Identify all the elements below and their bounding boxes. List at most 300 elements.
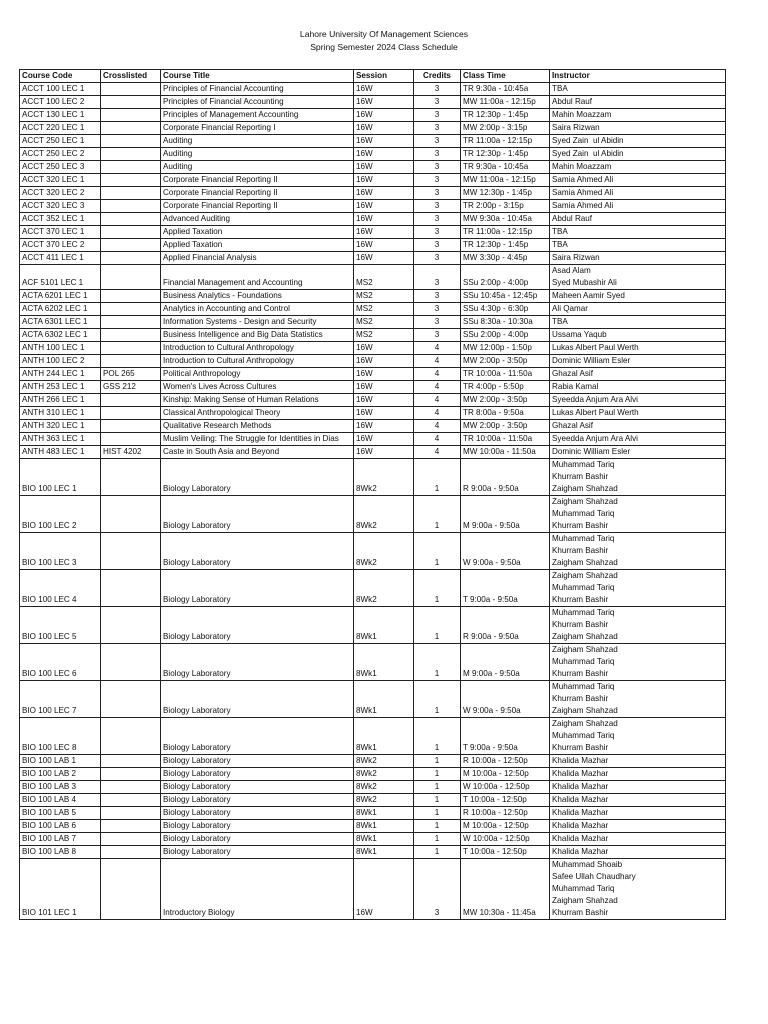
instructor-cell — [550, 807, 726, 820]
credits-cell: 3 — [414, 83, 461, 96]
instructor-name: Khurram Bashir — [552, 908, 609, 917]
table-row — [20, 200, 726, 213]
instructor-cell — [550, 329, 726, 342]
instructor-cell — [550, 781, 726, 794]
class-time-cell: TR 11:00a - 12:15p — [461, 135, 550, 148]
course-title-cell: Auditing — [161, 135, 354, 148]
crosslisted-cell: GSS 212 — [101, 381, 161, 394]
instructor-name: Abdul Rauf — [552, 97, 593, 106]
crosslisted-cell — [101, 820, 161, 833]
session-cell: 8Wk2 — [354, 768, 414, 781]
credits-cell: 3 — [414, 148, 461, 161]
class-time-cell: R 10:00a - 12:50p — [461, 807, 550, 820]
class-time-cell: MW 2:00p - 3:50p — [461, 394, 550, 407]
course-code-cell: ACCT 100 LEC 1 — [20, 83, 101, 96]
crosslisted-cell — [101, 644, 161, 681]
instructor-cell — [550, 570, 726, 607]
course-title-cell: Biology Laboratory — [161, 496, 354, 533]
session-cell: MS2 — [354, 303, 414, 316]
table-row — [20, 533, 726, 570]
credits-cell: 1 — [414, 846, 461, 859]
session-cell: 16W — [354, 368, 414, 381]
credits-cell: 1 — [414, 496, 461, 533]
class-time-cell: MW 9:30a - 10:45a — [461, 213, 550, 226]
crosslisted-cell — [101, 807, 161, 820]
table-row — [20, 433, 726, 446]
session-cell: MS2 — [354, 290, 414, 303]
credits-cell: 3 — [414, 122, 461, 135]
instructor-cell — [550, 607, 726, 644]
instructor-name: Muhammad Tariq — [552, 657, 615, 666]
instructor-name: Muhammad Shoaib — [552, 860, 623, 869]
instructor-name: Lukas Albert Paul Werth — [552, 343, 639, 352]
class-time-cell: T 10:00a - 12:50p — [461, 846, 550, 859]
class-time-cell: M 10:00a - 12:50p — [461, 768, 550, 781]
table-row — [20, 859, 726, 920]
instructor-name: TBA — [552, 84, 568, 93]
table-row — [20, 342, 726, 355]
session-cell: 8Wk1 — [354, 718, 414, 755]
crosslisted-cell — [101, 135, 161, 148]
table-row — [20, 459, 726, 496]
instructor-name: Khalida Mazhar — [552, 769, 609, 778]
instructor-name: TBA — [552, 240, 568, 249]
credits-cell: 1 — [414, 644, 461, 681]
crosslisted-cell — [101, 394, 161, 407]
table-row — [20, 329, 726, 342]
session-cell: 16W — [354, 174, 414, 187]
table-row — [20, 135, 726, 148]
course-title-cell: Corporate Financial Reporting II — [161, 187, 354, 200]
course-code-cell: BIO 100 LEC 7 — [20, 681, 101, 718]
course-title-cell: Introductory Biology — [161, 859, 354, 920]
crosslisted-cell — [101, 533, 161, 570]
session-cell: 8Wk1 — [354, 644, 414, 681]
table-row — [20, 833, 726, 846]
class-time-cell: TR 8:00a - 9:50a — [461, 407, 550, 420]
class-time-cell: MW 10:00a - 11:50a — [461, 446, 550, 459]
table-row — [20, 226, 726, 239]
session-cell: 16W — [354, 407, 414, 420]
course-title-cell: Qualitative Research Methods — [161, 420, 354, 433]
course-code-cell: BIO 100 LAB 4 — [20, 794, 101, 807]
col-header-crosslisted: Crosslisted — [101, 70, 161, 83]
credits-cell: 3 — [414, 200, 461, 213]
instructor-cell — [550, 718, 726, 755]
credits-cell: 1 — [414, 681, 461, 718]
crosslisted-cell — [101, 570, 161, 607]
instructor-cell — [550, 533, 726, 570]
instructor-cell — [550, 407, 726, 420]
course-code-cell: ANTH 363 LEC 1 — [20, 433, 101, 446]
course-title-cell: Biology Laboratory — [161, 846, 354, 859]
crosslisted-cell — [101, 174, 161, 187]
crosslisted-cell — [101, 109, 161, 122]
session-cell: MS2 — [354, 316, 414, 329]
instructor-cell — [550, 446, 726, 459]
crosslisted-cell: POL 265 — [101, 368, 161, 381]
course-code-cell: ANTH 320 LEC 1 — [20, 420, 101, 433]
instructor-name: Khalida Mazhar — [552, 808, 609, 817]
instructor-cell — [550, 226, 726, 239]
credits-cell: 1 — [414, 768, 461, 781]
col-header-instructor: Instructor — [550, 70, 726, 83]
course-title-cell: Women's Lives Across Cultures — [161, 381, 354, 394]
table-row — [20, 213, 726, 226]
instructor-cell — [550, 135, 726, 148]
session-cell: 8Wk2 — [354, 755, 414, 768]
instructor-cell — [550, 83, 726, 96]
class-time-cell: W 10:00a - 12:50p — [461, 781, 550, 794]
crosslisted-cell — [101, 329, 161, 342]
crosslisted-cell — [101, 213, 161, 226]
class-time-cell: TR 10:00a - 11:50a — [461, 433, 550, 446]
course-code-cell: ACCT 352 LEC 1 — [20, 213, 101, 226]
session-cell: 16W — [354, 446, 414, 459]
table-row — [20, 768, 726, 781]
class-time-cell: M 10:00a - 12:50p — [461, 820, 550, 833]
session-cell: 16W — [354, 381, 414, 394]
class-time-cell: TR 2:00p - 3:15p — [461, 200, 550, 213]
instructor-name: Muhammad Tariq — [552, 884, 615, 893]
session-cell: 16W — [354, 239, 414, 252]
credits-cell: 1 — [414, 607, 461, 644]
table-row — [20, 252, 726, 265]
table-row — [20, 109, 726, 122]
course-code-cell: BIO 100 LEC 3 — [20, 533, 101, 570]
instructor-cell — [550, 122, 726, 135]
instructor-cell — [550, 459, 726, 496]
course-title-cell: Business Analytics - Foundations — [161, 290, 354, 303]
credits-cell: 3 — [414, 226, 461, 239]
crosslisted-cell — [101, 846, 161, 859]
class-time-cell: TR 12:30p - 1:45p — [461, 148, 550, 161]
class-time-cell: SSu 8:30a - 10:30a — [461, 316, 550, 329]
course-title-cell: Biology Laboratory — [161, 681, 354, 718]
instructor-name: Maheen Aamir Syed — [552, 291, 625, 300]
instructor-name: Zaigham Shahzad — [552, 497, 618, 506]
class-time-cell: MW 12:30p - 1:45p — [461, 187, 550, 200]
class-time-cell: TR 9:30a - 10:45a — [461, 161, 550, 174]
session-cell: 8Wk2 — [354, 794, 414, 807]
course-code-cell: ACCT 370 LEC 1 — [20, 226, 101, 239]
instructor-cell — [550, 368, 726, 381]
session-cell: 16W — [354, 83, 414, 96]
crosslisted-cell — [101, 83, 161, 96]
course-title-cell: Corporate Financial Reporting II — [161, 200, 354, 213]
course-code-cell: ACCT 250 LEC 1 — [20, 135, 101, 148]
instructor-name: Syeedda Anjum Ara Alvi — [552, 434, 638, 443]
table-row — [20, 820, 726, 833]
course-title-cell: Biology Laboratory — [161, 781, 354, 794]
course-code-cell: ACTA 6201 LEC 1 — [20, 290, 101, 303]
class-time-cell: TR 10:00a - 11:50a — [461, 368, 550, 381]
crosslisted-cell — [101, 265, 161, 290]
instructor-cell — [550, 303, 726, 316]
instructor-name: Safee Ullah Chaudhary — [552, 872, 636, 881]
instructor-name: Khalida Mazhar — [552, 847, 609, 856]
credits-cell: 4 — [414, 420, 461, 433]
credits-cell: 4 — [414, 381, 461, 394]
credits-cell: 4 — [414, 446, 461, 459]
col-header-course-code: Course Code — [20, 70, 101, 83]
class-time-cell: R 10:00a - 12:50p — [461, 755, 550, 768]
instructor-cell — [550, 109, 726, 122]
instructor-cell — [550, 252, 726, 265]
instructor-cell — [550, 794, 726, 807]
instructor-cell — [550, 187, 726, 200]
crosslisted-cell — [101, 200, 161, 213]
instructor-cell — [550, 755, 726, 768]
crosslisted-cell — [101, 607, 161, 644]
crosslisted-cell — [101, 122, 161, 135]
instructor-name: Khurram Bashir — [552, 595, 609, 604]
crosslisted-cell — [101, 96, 161, 109]
course-title-cell: Biology Laboratory — [161, 820, 354, 833]
session-cell: 8Wk1 — [354, 833, 414, 846]
instructor-cell — [550, 681, 726, 718]
class-schedule-table — [19, 69, 726, 920]
instructor-name: Muhammad Tariq — [552, 509, 615, 518]
crosslisted-cell — [101, 781, 161, 794]
instructor-name: Khalida Mazhar — [552, 795, 609, 804]
course-code-cell: BIO 100 LAB 8 — [20, 846, 101, 859]
course-code-cell: ACCT 130 LEC 1 — [20, 109, 101, 122]
instructor-name: Khalida Mazhar — [552, 834, 609, 843]
instructor-name: Khalida Mazhar — [552, 756, 609, 765]
table-row — [20, 407, 726, 420]
course-code-cell: BIO 100 LAB 6 — [20, 820, 101, 833]
instructor-name: Syeedda Anjum Ara Alvi — [552, 395, 638, 404]
crosslisted-cell — [101, 303, 161, 316]
instructor-name: TBA — [552, 317, 568, 326]
course-title-cell: Applied Taxation — [161, 226, 354, 239]
course-title-cell: Caste in South Asia and Beyond — [161, 446, 354, 459]
instructor-name: Zaigham Shahzad — [552, 484, 618, 493]
credits-cell: 3 — [414, 239, 461, 252]
credits-cell: 3 — [414, 109, 461, 122]
credits-cell: 1 — [414, 781, 461, 794]
session-cell: 8Wk1 — [354, 846, 414, 859]
session-cell: 16W — [354, 200, 414, 213]
course-title-cell: Biology Laboratory — [161, 607, 354, 644]
credits-cell: 3 — [414, 290, 461, 303]
instructor-name: Dominic William Esler — [552, 356, 631, 365]
session-cell: 16W — [354, 122, 414, 135]
course-code-cell: ACCT 100 LEC 2 — [20, 96, 101, 109]
course-title-cell: Principles of Management Accounting — [161, 109, 354, 122]
crosslisted-cell — [101, 290, 161, 303]
col-header-session: Session — [354, 70, 414, 83]
instructor-name: Muhammad Tariq — [552, 731, 615, 740]
course-code-cell: BIO 100 LAB 5 — [20, 807, 101, 820]
credits-cell: 3 — [414, 135, 461, 148]
instructor-name: Khurram Bashir — [552, 669, 609, 678]
class-time-cell: MW 3:30p - 4:45p — [461, 252, 550, 265]
table-row — [20, 239, 726, 252]
session-cell: 16W — [354, 135, 414, 148]
instructor-cell — [550, 433, 726, 446]
course-code-cell: ANTH 253 LEC 1 — [20, 381, 101, 394]
class-time-cell: MW 11:00a - 12:15p — [461, 96, 550, 109]
instructor-name: Ghazal Asif — [552, 421, 593, 430]
session-cell: 16W — [354, 342, 414, 355]
course-code-cell: ANTH 483 LEC 1 — [20, 446, 101, 459]
instructor-name: Samia Ahmed Ali — [552, 188, 614, 197]
crosslisted-cell — [101, 407, 161, 420]
table-row — [20, 794, 726, 807]
course-code-cell: ACTA 6301 LEC 1 — [20, 316, 101, 329]
class-time-cell: T 10:00a - 12:50p — [461, 794, 550, 807]
crosslisted-cell — [101, 681, 161, 718]
instructor-name: Zaigham Shahzad — [552, 706, 618, 715]
instructor-cell — [550, 820, 726, 833]
table-row — [20, 718, 726, 755]
credits-cell: 3 — [414, 265, 461, 290]
session-cell: 8Wk2 — [354, 570, 414, 607]
class-time-cell: R 9:00a - 9:50a — [461, 459, 550, 496]
course-code-cell: ACF 5101 LEC 1 — [20, 265, 101, 290]
instructor-name: Zaigham Shahzad — [552, 896, 618, 905]
table-row — [20, 446, 726, 459]
course-code-cell: BIO 100 LEC 4 — [20, 570, 101, 607]
instructor-cell — [550, 644, 726, 681]
session-cell: 8Wk2 — [354, 496, 414, 533]
session-cell: 16W — [354, 187, 414, 200]
credits-cell: 3 — [414, 859, 461, 920]
course-code-cell: ANTH 310 LEC 1 — [20, 407, 101, 420]
instructor-name: Khurram Bashir — [552, 546, 609, 555]
class-time-cell: MW 10:30a - 11:45a — [461, 859, 550, 920]
instructor-name: Zaigham Shahzad — [552, 571, 618, 580]
session-cell: 16W — [354, 109, 414, 122]
instructor-name: Lukas Albert Paul Werth — [552, 408, 639, 417]
crosslisted-cell — [101, 768, 161, 781]
instructor-name: Saira Rizwan — [552, 123, 600, 132]
course-title-cell: Biology Laboratory — [161, 570, 354, 607]
table-row — [20, 187, 726, 200]
instructor-name: Khurram Bashir — [552, 620, 609, 629]
table-row — [20, 420, 726, 433]
class-time-cell: TR 4:00p - 5:50p — [461, 381, 550, 394]
course-code-cell: ACCT 250 LEC 2 — [20, 148, 101, 161]
instructor-name: Muhammad Tariq — [552, 534, 615, 543]
table-row — [20, 394, 726, 407]
course-code-cell: BIO 101 LEC 1 — [20, 859, 101, 920]
crosslisted-cell — [101, 252, 161, 265]
instructor-name: Zaigham Shahzad — [552, 719, 618, 728]
instructor-name: Saira Rizwan — [552, 253, 600, 262]
crosslisted-cell — [101, 833, 161, 846]
table-row — [20, 755, 726, 768]
session-cell: 16W — [354, 161, 414, 174]
course-code-cell: BIO 100 LEC 2 — [20, 496, 101, 533]
instructor-cell — [550, 316, 726, 329]
table-row — [20, 174, 726, 187]
course-code-cell: ACCT 370 LEC 2 — [20, 239, 101, 252]
credits-cell: 1 — [414, 533, 461, 570]
crosslisted-cell — [101, 859, 161, 920]
table-row — [20, 265, 726, 290]
table-row — [20, 303, 726, 316]
instructor-cell — [550, 265, 726, 290]
course-code-cell: BIO 100 LAB 1 — [20, 755, 101, 768]
course-title-cell: Biology Laboratory — [161, 533, 354, 570]
session-cell: 8Wk2 — [354, 459, 414, 496]
class-time-cell: TR 12:30p - 1:45p — [461, 239, 550, 252]
table-row — [20, 846, 726, 859]
table-row — [20, 96, 726, 109]
course-title-cell: Auditing — [161, 148, 354, 161]
instructor-cell — [550, 239, 726, 252]
session-cell: 16W — [354, 226, 414, 239]
table-row — [20, 681, 726, 718]
course-code-cell: BIO 100 LEC 6 — [20, 644, 101, 681]
table-row — [20, 290, 726, 303]
table-row — [20, 496, 726, 533]
class-time-cell: W 9:00a - 9:50a — [461, 681, 550, 718]
table-row — [20, 607, 726, 644]
instructor-name: Syed Zain ul Abidin — [552, 149, 624, 158]
instructor-name: Zaigham Shahzad — [552, 645, 618, 654]
crosslisted-cell — [101, 433, 161, 446]
credits-cell: 4 — [414, 355, 461, 368]
instructor-name: Ali Qamar — [552, 304, 588, 313]
col-header-class-time: Class Time — [461, 70, 550, 83]
instructor-cell — [550, 290, 726, 303]
class-time-cell: SSu 2:00p - 4:00p — [461, 329, 550, 342]
credits-cell: 1 — [414, 755, 461, 768]
session-cell: 16W — [354, 252, 414, 265]
instructor-cell — [550, 355, 726, 368]
instructor-name: Rabia Kamal — [552, 382, 599, 391]
class-time-cell: TR 9:30a - 10:45a — [461, 83, 550, 96]
course-title-cell: Classical Anthropological Theory — [161, 407, 354, 420]
course-title-cell: Business Intelligence and Big Data Statistics — [161, 329, 354, 342]
crosslisted-cell: HIST 4202 — [101, 446, 161, 459]
crosslisted-cell — [101, 148, 161, 161]
course-title-cell: Auditing — [161, 161, 354, 174]
class-time-cell: MW 2:00p - 3:50p — [461, 355, 550, 368]
instructor-cell — [550, 96, 726, 109]
instructor-cell — [550, 161, 726, 174]
session-cell: 16W — [354, 420, 414, 433]
crosslisted-cell — [101, 161, 161, 174]
course-code-cell: ACCT 320 LEC 3 — [20, 200, 101, 213]
course-code-cell: ACTA 6202 LEC 1 — [20, 303, 101, 316]
table-row — [20, 807, 726, 820]
table-row — [20, 161, 726, 174]
credits-cell: 3 — [414, 174, 461, 187]
instructor-name: Khurram Bashir — [552, 743, 609, 752]
crosslisted-cell — [101, 226, 161, 239]
session-cell: 16W — [354, 394, 414, 407]
course-code-cell: ACCT 320 LEC 2 — [20, 187, 101, 200]
course-code-cell: ANTH 100 LEC 1 — [20, 342, 101, 355]
course-title-cell: Introduction to Cultural Anthropology — [161, 355, 354, 368]
credits-cell: 1 — [414, 718, 461, 755]
class-time-cell: W 9:00a - 9:50a — [461, 533, 550, 570]
instructor-cell — [550, 833, 726, 846]
credits-cell: 4 — [414, 342, 461, 355]
instructor-name: Mahin Moazzam — [552, 110, 612, 119]
session-cell: 8Wk2 — [354, 533, 414, 570]
course-title-cell: Political Anthropology — [161, 368, 354, 381]
instructor-cell — [550, 148, 726, 161]
crosslisted-cell — [101, 239, 161, 252]
credits-cell: 3 — [414, 213, 461, 226]
table-row — [20, 644, 726, 681]
